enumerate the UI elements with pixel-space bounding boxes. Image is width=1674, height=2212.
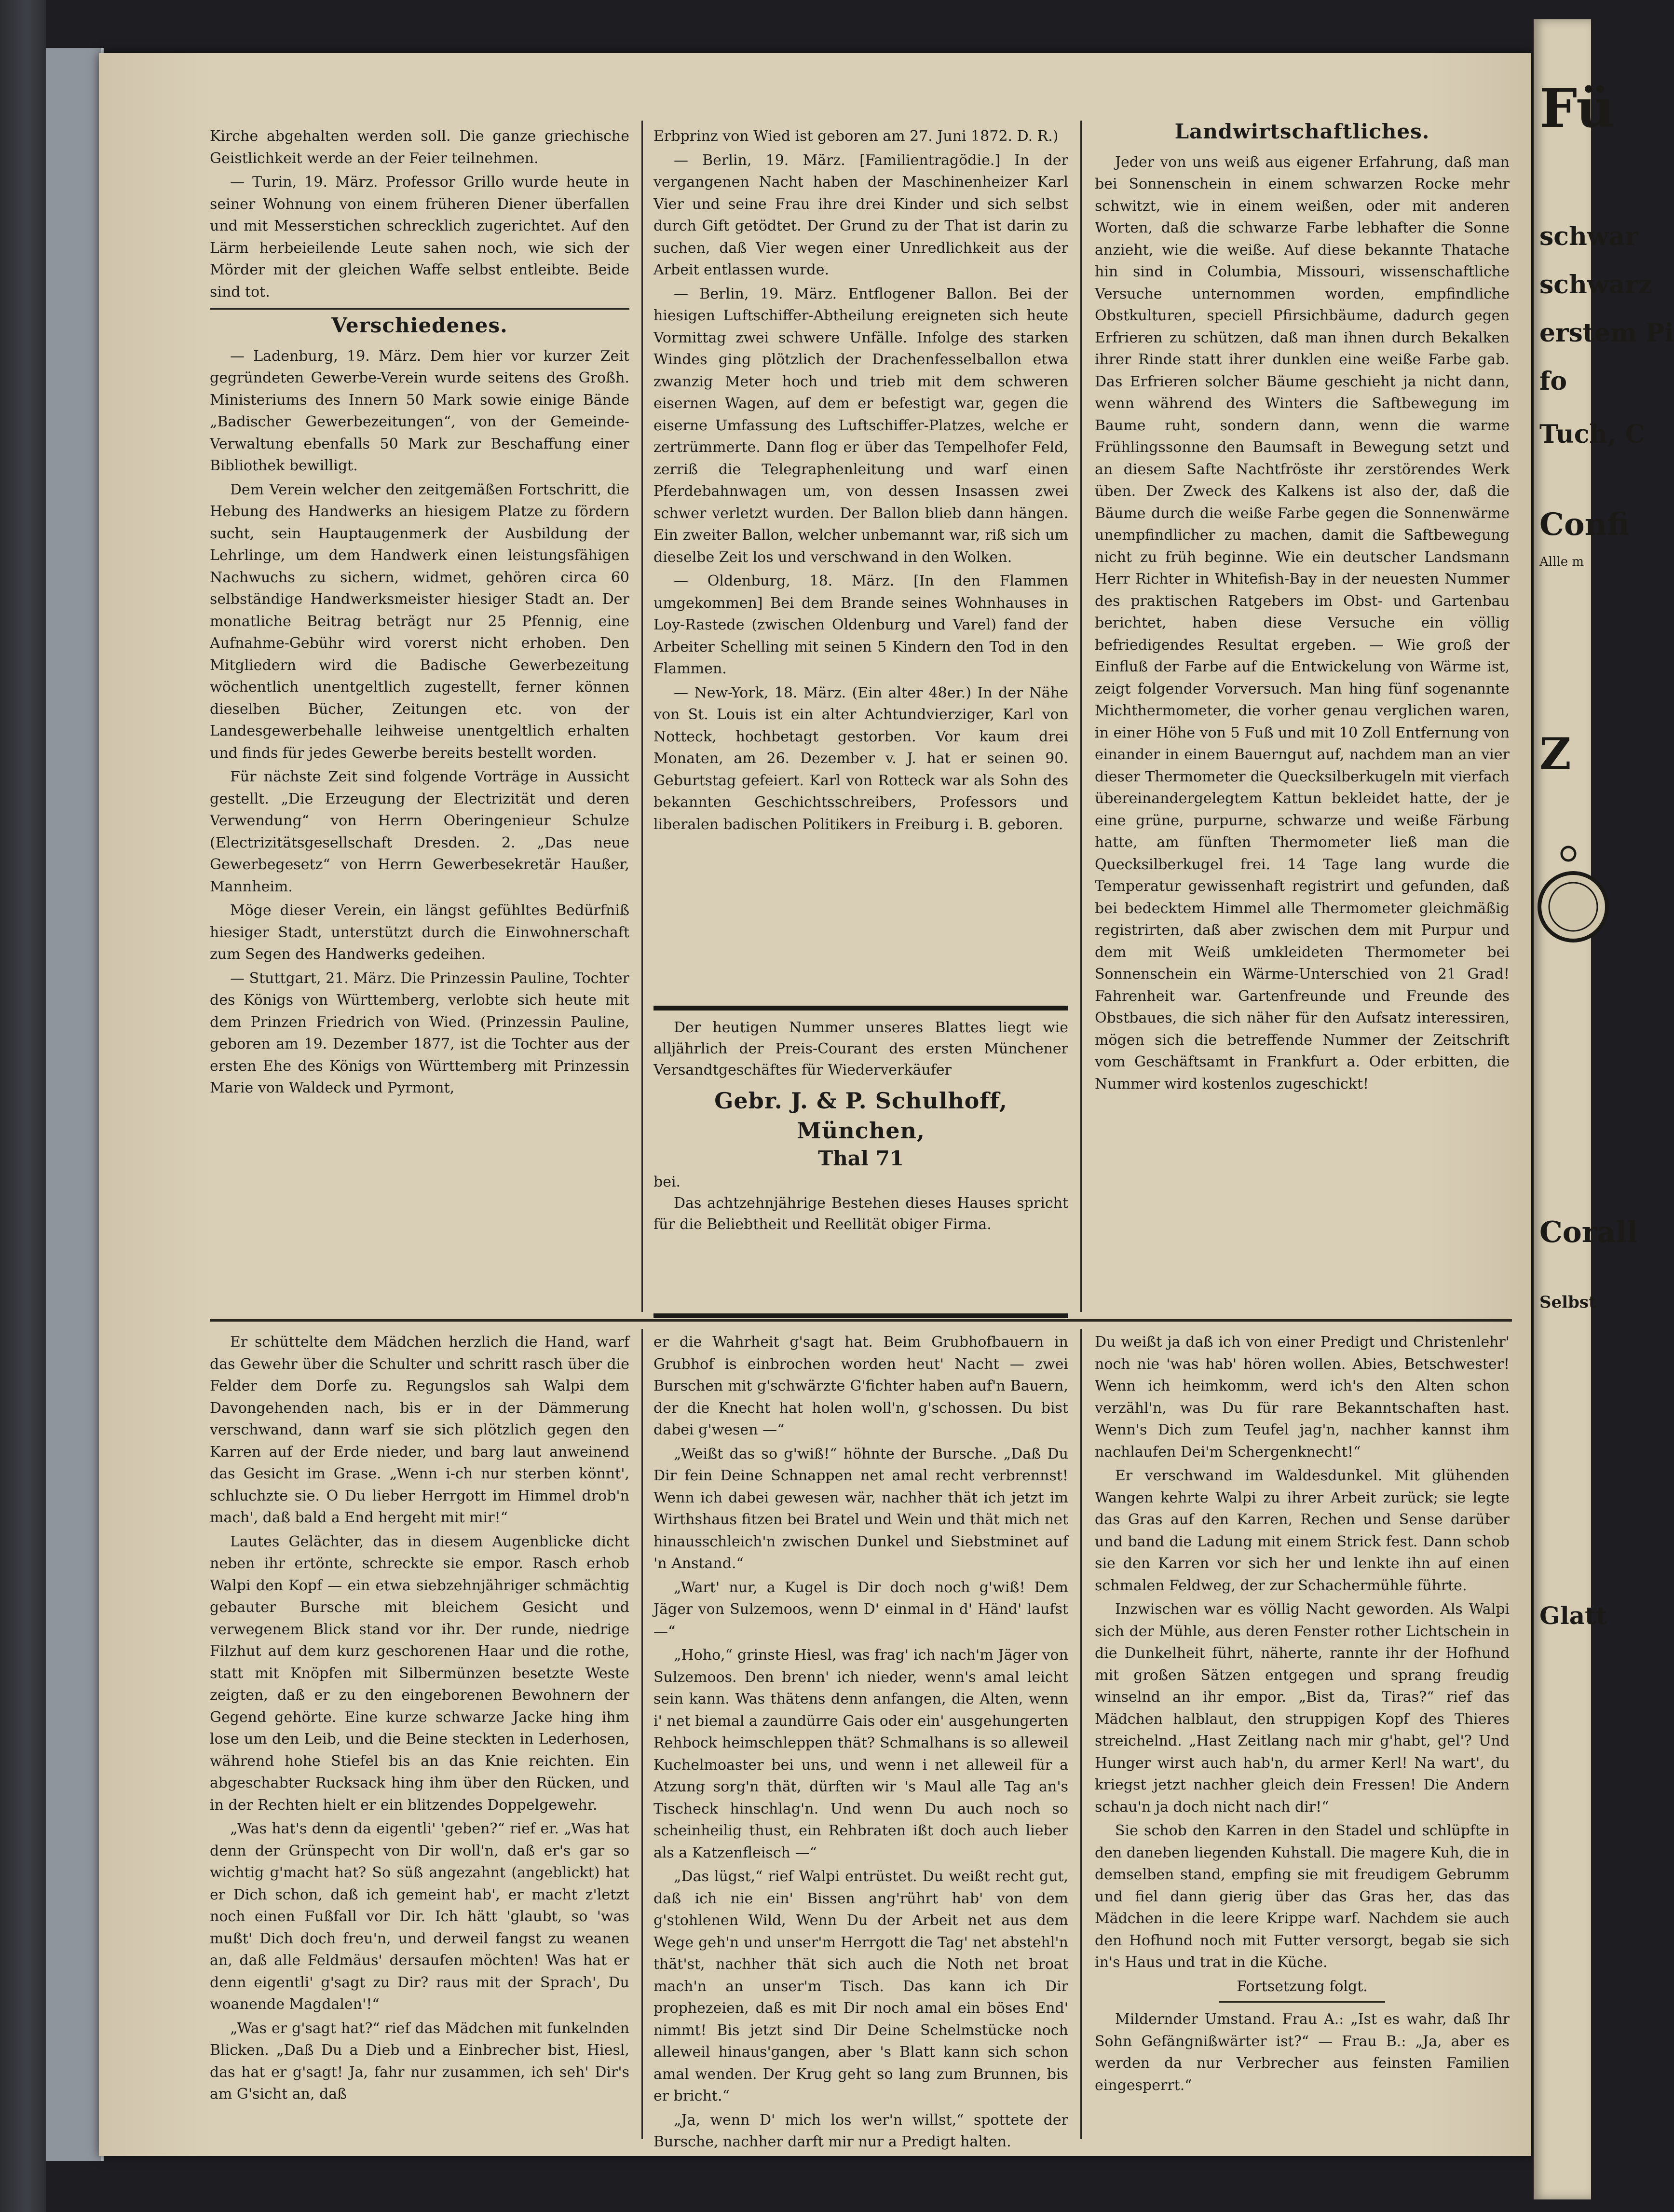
newspaper-page: [99, 53, 1531, 2156]
fragment-text: Tuch, C: [1539, 420, 1645, 449]
paragraph: „Ja, wenn D' mich los wer'n willst,“ spottete der Bursche, nachher darft mir nur a Predigt halten.: [653, 2111, 1068, 2150]
continuation-note: Fortsetzung folgt.: [1237, 1978, 1368, 1995]
paragraph: Er schüttelte dem Mädchen herzlich die Hand, warf das Gewehr über die Schulter und schritt rasch über die Felder dem Dorfe zu. Regungslos sah Walpi dem Davongehenden nach, bis er in der Dämmerung verschwand, dann warf sie sich plötzlich gegen den Karren auf der Erde nieder, und barg laut anweinend das Gesicht im Grase. „Wenn i-ch nur sterben könnt', schluchzte sie. O Du lieber Herrgott im Himmel drob'n mach', daß bald a End hergeht mit mir!“: [210, 1334, 629, 1526]
feuilleton-column-3: [1095, 1331, 1510, 2137]
paragraph: Sie schob den Karren in den Stadel und schlüpfte in den daneben liegenden Kuhstall. Die magere Kuh, die in demselben stand, empfing sie mit freudigem Gebrumm und fiel dann gierig über das Gras her, das das Mädchen in die leere Krippe warf. Nachdem sie auch den Hofhund noch mit Futter versorgt, begab sie sich in's Haus und trat in die Küche.: [1095, 1822, 1510, 1971]
paragraph: Kirche abgehalten werden soll. Die ganze griechische Geistlichkeit werde an der Feier teilnehmen.: [210, 128, 629, 167]
divider: [210, 308, 629, 310]
news-column-2: [653, 125, 1068, 996]
paragraph: Lautes Gelächter, das in diesem Augenblicke dicht neben ihr ertönte, schreckte sie empor. Rasch erhob Walpi den Kopf — ein etwa siebzehnjähriger schmächtig gebauter Bursche mit bleichem Gesicht und verwegenem Blick stand vor ihr. Der runde, niedrige Filzhut auf dem kurz geschorenen Haar und die rothe, statt mit Knöpfen mit Silbermünzen besetzte Weste zeigten, daß er zu den eingeborenen Bewohnern der Gegend gehörte. Eine kurze schwarze Jacke hing ihm lose um den Leib, und die Beine steckten in Lederhosen, während hohe Stiefel bis an das Knie reichten. Ein abgeschabter Rucksack hing ihm über den Rücken, und in der Rechten hielt er ein blitzendes Doppelgewehr.: [210, 1533, 629, 1814]
fragment-text: Allle m: [1539, 555, 1584, 569]
binder-board: [46, 48, 104, 2161]
section-heading: Verschiedenes.: [331, 314, 508, 337]
binder-edge: [0, 0, 46, 2212]
fragment-text: Corall: [1539, 1215, 1638, 1249]
ad-text: bei.: [653, 1174, 681, 1190]
paragraph: „Weißt das so g'wiß!“ höhnte der Bursche. „Daß Du Dir fein Deine Schnappen net amal recht verbrennst! Wenn ich dabei gewesen wär, nachher thät ich jetzt im Wirthshaus fitzen bei Bratel und Wein und thät mich net hinausschleich'n zwischen Dunkel und Siebstminet auf 'n Anstand.“: [653, 1445, 1068, 1572]
ad-text: Der heutigen Nummer unseres Blattes liegt wie alljährlich der Preis-Courant des ersten Münchener Versandtgeschäftes für Wiederverkäufer: [653, 1019, 1068, 1079]
feuilleton-column-1: [210, 1331, 629, 2137]
paragraph: Erbprinz von Wied ist geboren am 27. Juni 1872. D. R.): [653, 128, 1059, 145]
ad-firm-name: Gebr. J. & P. Schulhoff, München,: [714, 1088, 1007, 1144]
paragraph: „Hoho,“ grinste Hiesl, was frag' ich nach'm Jäger von Sulzemoos. Den brenn' ich nieder, wenn's amal leicht sein kann. Was thätens denn anfangen, die Alten, wenn i' net biemal a zaundürre Gais oder ein' ausgehungerten Rehbock heimschleppen thät? Schmalhans is so alleweil Kuchelmoaster bei uns, und wenn i net alleweil für a Atzung sorg'n thät, dürften wir 's Maul alle Tag an's Tischeck hinschlag'n. Und wenn Du auch noch so scheinheilig thust, ein Rehbraten ißt doch auch lieber als a Katzenfleisch —“: [653, 1647, 1068, 1861]
paragraph: er die Wahrheit g'sagt hat. Beim Grubhofbauern in Grubhof is einbrochen worden heut' Nacht — zwei Burschen mit g'schwärzte G'fichter haben auf'n Bauern, der die Knecht hat holen woll'n, g'schossen. Du bist dabei g'wesen —“: [653, 1334, 1068, 1438]
paragraph: „Das lügst,“ rief Walpi entrüstet. Du weißt recht gut, daß ich nie ein' Bissen ang'rührt hab' von dem g'stohlenen Wild, Wenn Du der Arbeit net aus dem Wege geh'n und unser'm Herrgott die Tag' net abstehl'n thät'st, nachher thät sich auch die Noth net broat mach'n an unser'm Tisch. Das kann ich Dir prophezeien, daß es mit Dir noch amal ein böses End' nimmt! Bis jetzt sind Dir Deine Schelmstücke noch alleweil hinaus'gangen, aber 's Blatt kann sich schon amal wenden. Der Krug geht so lang zum Brunnen, bis er bricht.“: [653, 1868, 1068, 2104]
divider: [1219, 2001, 1385, 2003]
fragment-text: Confi: [1539, 506, 1630, 543]
section-divider: [210, 1319, 1512, 1322]
paragraph: — Berlin, 19. März. Entflogener Ballon. Bei der hiesigen Luftschiffer-Abtheilung ereigneten sich heute Vormittag zwei schwere Unfälle. Infolge des starken Windes ging plötzlich der Drachenfesselballon etwa zwanzig Meter hoch und trieb mit dem schweren eisernen Wagen, auf dem er befestigt war, gegen die eiserne Umfassung des Luftschiffer-Platzes, welche er zertrümmerte. Dann flog er über das Tempelhofer Feld, zerriß die Telegraphenleitung und warf einen Pferdebahnwagen um, von dessen Insassen zwei schwer verletzt wurden. Der Ballon blieb dann hängen. Ein zweiter Ballon, welcher unbemannt war, riß sich um dieselbe Zeit los und verschwand in den Wolken.: [653, 285, 1068, 566]
fragment-text: Glatt: [1539, 1601, 1607, 1630]
paragraph: Für nächste Zeit sind folgende Vorträge in Aussicht gestellt. „Die Erzeugung der Electrizität und deren Verwendung“ von Herrn Oberingenieur Schulze (Electrizitätsgesellschaft Dresden. 2. „Das neue Gewerbegesetz“ von Herrn Gewerbesekretär Haußer, Mannheim.: [210, 768, 629, 895]
fragment-text: Selbst: [1539, 1293, 1596, 1312]
fragment-text: schwar: [1539, 222, 1638, 251]
watch-illustration: [1539, 839, 1588, 965]
paragraph: — Ladenburg, 19. März. Dem hier vor kurzer Zeit gegründeten Gewerbe-Verein wurde seitens des Großh. Ministeriums des Innern 50 Mark sowie einige Bände „Badischer Gewerbezeitungen“, von der Gemeinde-Verwaltung ebenfalls 50 Mark zur Beschaffung einer Bibliothek bewilligt.: [210, 347, 629, 474]
paragraph: — Turin, 19. März. Professor Grillo wurde heute in seiner Wohnung von einem früheren Diener überfallen und mit Messerstichen schrecklich zugerichtet. Auf den Lärm herbeieilende Leute sahen noch, wie sich der Mörder mit der gleichen Waffe selbst entleibte. Beide sind tot.: [210, 174, 629, 300]
paragraph: „Was hat's denn da eigentli' 'geben?“ rief er. „Was hat denn der Grünspecht von Dir woll'n, daß er's gar so wichtig g'macht hat? So süß angezahnt (angeblickt) hat er Dich schon, daß ich gemeint hab', er macht z'letzt noch einen Fußfall vor Dir. Ich hätt 'glaubt, so 'was mußt' Dich doch freu'n, und derweil fangst zu weanen an, daß alle Feldmäus' dersaufen möchten! Was hat er denn eigentli' g'sagt zu Dir? raus mit der Sprach', Du woanende Magdalen'!“: [210, 1820, 629, 2013]
section-heading: Landwirtschaftliches.: [1174, 120, 1430, 143]
paragraph: — New-York, 18. März. (Ein alter 48er.) In der Nähe von St. Louis ist ein alter Achtundvierziger, Karl von Notteck, hochbetagt gestorben. Vor kaum drei Monaten, am 26. Dezember v. J. hat er seinen 90. Geburtstag gefeiert. Karl von Rotteck war als Sohn des bekannten Geschichtsschreibers, Professors und liberalen badischen Politikers in Freiburg i. B. geboren.: [653, 684, 1068, 833]
paragraph: Mildernder Umstand. Frau A.: „Ist es wahr, daß Ihr Sohn Gefängnißwärter ist?“ — Frau B.: „Ja, aber es werden da nur Verbrecher aus feinsten Familien eingesperrt.“: [1095, 2011, 1510, 2094]
fragment-text: erstem Pi: [1539, 318, 1674, 348]
paragraph: Er verschwand im Waldesdunkel. Mit glühenden Wangen kehrte Walpi zu ihrer Arbeit zurück; sie legte das Gras auf den Karren, Rechen und Sense darüber und band die Ladung mit einem Strick fest. Dann schob sie den Karren vor sich her und lenkte ihn auf einen schmalen Feldweg, der zur Schachermühle führte.: [1095, 1467, 1510, 1594]
column-rule: [1080, 121, 1082, 1312]
paragraph: „Was er g'sagt hat?“ rief das Mädchen mit funkelnden Blicken. „Daß Du a Dieb und a Einbrecher bist, Hiesl, das hat er g'sagt! Ja, fahr nur zusammen, ich seh' Dir's am G'sicht an, daß: [210, 2020, 629, 2103]
paragraph: — Berlin, 19. März. [Familientragödie.] In der vergangenen Nacht haben der Maschinenheizer Karl Vier und seine Frau ihre drei Kinder und sich selbst durch Gift getödtet. Der Grund zu der That ist darin zu suchen, daß Vier wegen einer Unredlichkeit aus der Arbeit entlassen wurde.: [653, 151, 1068, 278]
paragraph: Jeder von uns weiß aus eigener Erfahrung, daß man bei Sonnenschein in einem schwarzen Rocke mehr schwitzt, wie in einem weißen, oder mit anderen Worten, daß die schwarze Farbe lebhafter die Sonne anzieht, wie die weiße. Auf diese bekannte Thatache hin sind in Columbia, Missouri, wissenschaftliche Versuche unternommen worden, empfindliche Obstkulturen, speciell Pfirsichbäume, dadurch gegen Erfrieren zu schützen, daß man ihnen durch Bekalken ihrer Rinde statt ihrer dunklen eine weiße Farbe gab. Das Erfrieren solcher Bäume geschieht ja nicht dann, wenn während des Winters die Saftbewegung im Baume ruht, sondern dann, wenn die warme Frühlingssonne den Baumsaft in Bewegung setzt und an diesem Safte Nachtfröste ihr zerstörendes Werk üben. Der Zweck des Kalkens ist also der, daß die Bäume durch die weiße Farbe gegen die Sonnenwärme unempfindlicher zu machen, damit die Saftbewegung nicht zu früh beginne. Wie ein deutscher Landsmann Herr Richter in Whitefish-Bay in der neuesten Nummer des praktischen Ratgebers im Obst- und Gartenbau berichtet, haben diese Versuche ein völlig befriedigendes Resultat ergeben. — Wie groß der Einfluß der Farbe auf die Entwickelung von Wärme ist, zeigt folgender Vorversuch. Man hing fünf sogenannte Michthermometer, die vorher genau verglichen waren, in einer Höhe von 5 Fuß und mit 10 Zoll Entfernung von einander in einem Bauerngut auf, nachdem man an vier dieser Thermometer die Quecksilberkugeln mit vierfach übereinandergelegtem Kattun bekleidet hatte, der je eine grüne, purpurne, schwarze und weiße Färbung hatte, am fünften Thermometer ließ man die Quecksilberkugel frei. 14 Tage lang wurde die Temperatur gewissenhaft registrirt und gefunden, daß bei bedecktem Himmel alle Thermometer gleichmäßig registrirten, daß aber zwischen dem mit Purpur und dem mit Weiß umkleideten Thermometer bei Sonnenschein ein Wärme-Unterschied von 21 Grad! Fahrenheit war. Gartenfreunde und Freunde des Obstbaues, die sich näher für den Aufsatz interessiren, mögen sich die betreffende Nummer der Zeitschrift vom Geschäftsamt in Frankfurt a. Oder erbitten, die Nummer wird kostenlos zugeschickt!: [1095, 153, 1510, 1092]
adjacent-page-edge: [1534, 19, 1674, 2199]
ad-text: Das achtzehnjährige Bestehen dieses Hauses spricht für die Beliebtheit und Reellität obiger Firma.: [653, 1195, 1068, 1233]
ad-address: Thal 71: [817, 1147, 904, 1170]
paragraph: Inzwischen war es völlig Nacht geworden. Als Walpi sich der Mühle, aus deren Fenster rother Lichtschein in die Dunkelheit führt, näherte, rannte ihr der Hofhund mit großen Sätzen entgegen und sprang freudig winselnd an ihr empor. „Bist da, Tiras?“ rief das Mädchen halblaut, den struppigen Kopf des Thieres streichelnd. „Hast Zeitlang nach mir g'habt, gel'? Und Hunger wirst auch hab'n, du armer Kerl! Na wart', du kriegst jetzt nachher gleich dein Fressen! Die Andern schau'n ja doch nicht nach dir!“: [1095, 1601, 1510, 1816]
feuilleton-column-2: [653, 1331, 1068, 2150]
paragraph: Möge dieser Verein, ein längst gefühltes Bedürfniß hiesiger Stadt, unterstützt durch die Einwohnerschaft zum Segen des Handwerks gedeihen.: [210, 902, 629, 963]
paragraph: „Wart' nur, a Kugel is Dir doch noch g'wiß! Dem Jäger von Sulzemoos, wenn D' einmal in d' Händ' laufst —“: [653, 1579, 1068, 1640]
fragment-text: Z: [1539, 728, 1571, 779]
column-rule: [641, 121, 643, 1312]
paragraph: Du weißt ja daß ich von einer Predigt und Christenlehr' noch nie 'was hab' hören wollen. Abies, Betschwester! Wenn ich heimkomm, werd ich's den Alten schon verzähl'n, was Du für rare Bekanntschaften hast. Wenn's Dich zum Teufel jag'n, nachher kannst ihm nachlaufen Dei'm Schergenknecht!“: [1095, 1334, 1510, 1461]
paragraph: — Stuttgart, 21. März. Die Prinzessin Pauline, Tochter des Königs von Württemberg, verlobte sich heute mit dem Prinzen Friedrich von Wied. (Prinzessin Pauline, geboren am 19. Dezember 1877, ist die Tochter aus der ersten Ehe des Königs von Württemberg mit Prinzessin Marie von Waldeck und Pyrmont,: [210, 969, 629, 1096]
paragraph: Dem Verein welcher den zeitgemäßen Fortschritt, die Hebung des Handwerks an hiesigem Platze zu fördern sucht, sein Hauptaugenmerk der Ausbildung der Lehrlinge, um dem Handwerk einen leistungsfähigen Nachwuchs zu sichern, widmet, gehören circa 60 selbständige Handwerksmeister hiesiger Stadt an. Der monatliche Beitrag beträgt nur 25 Pfennig, eine Aufnahme-Gebühr wird vorerst nicht erhoben. Den Mitgliedern wird die Badische Gewerbezeitung wöchentlich unentgeltlich zugestellt, ferner können dieselben Bücher, Zeitungen etc. von der Landesgewerbehalle leihweise unentgeltlich erhalten und finds für jedes Gewerbe bereits bestellt worden.: [210, 481, 629, 762]
column-rule: [641, 1329, 643, 2139]
news-column-1: [210, 125, 629, 1310]
paragraph: — Oldenburg, 18. März. [In den Flammen umgekommen] Bei dem Brande seines Wohnhauses in Loy-Rastede (zwischen Oldenburg und Varel) fand der Arbeiter Schelling mit seinen 5 Kindern den Tod in den Flammen.: [653, 573, 1068, 677]
news-column-3: [1095, 116, 1510, 1310]
fragment-text: fo: [1539, 367, 1567, 396]
fragment-text: Fü: [1539, 77, 1615, 139]
column-rule: [1080, 1329, 1082, 2139]
fragment-text: schwarz: [1539, 270, 1653, 300]
advertisement-box: [653, 1006, 1068, 1318]
